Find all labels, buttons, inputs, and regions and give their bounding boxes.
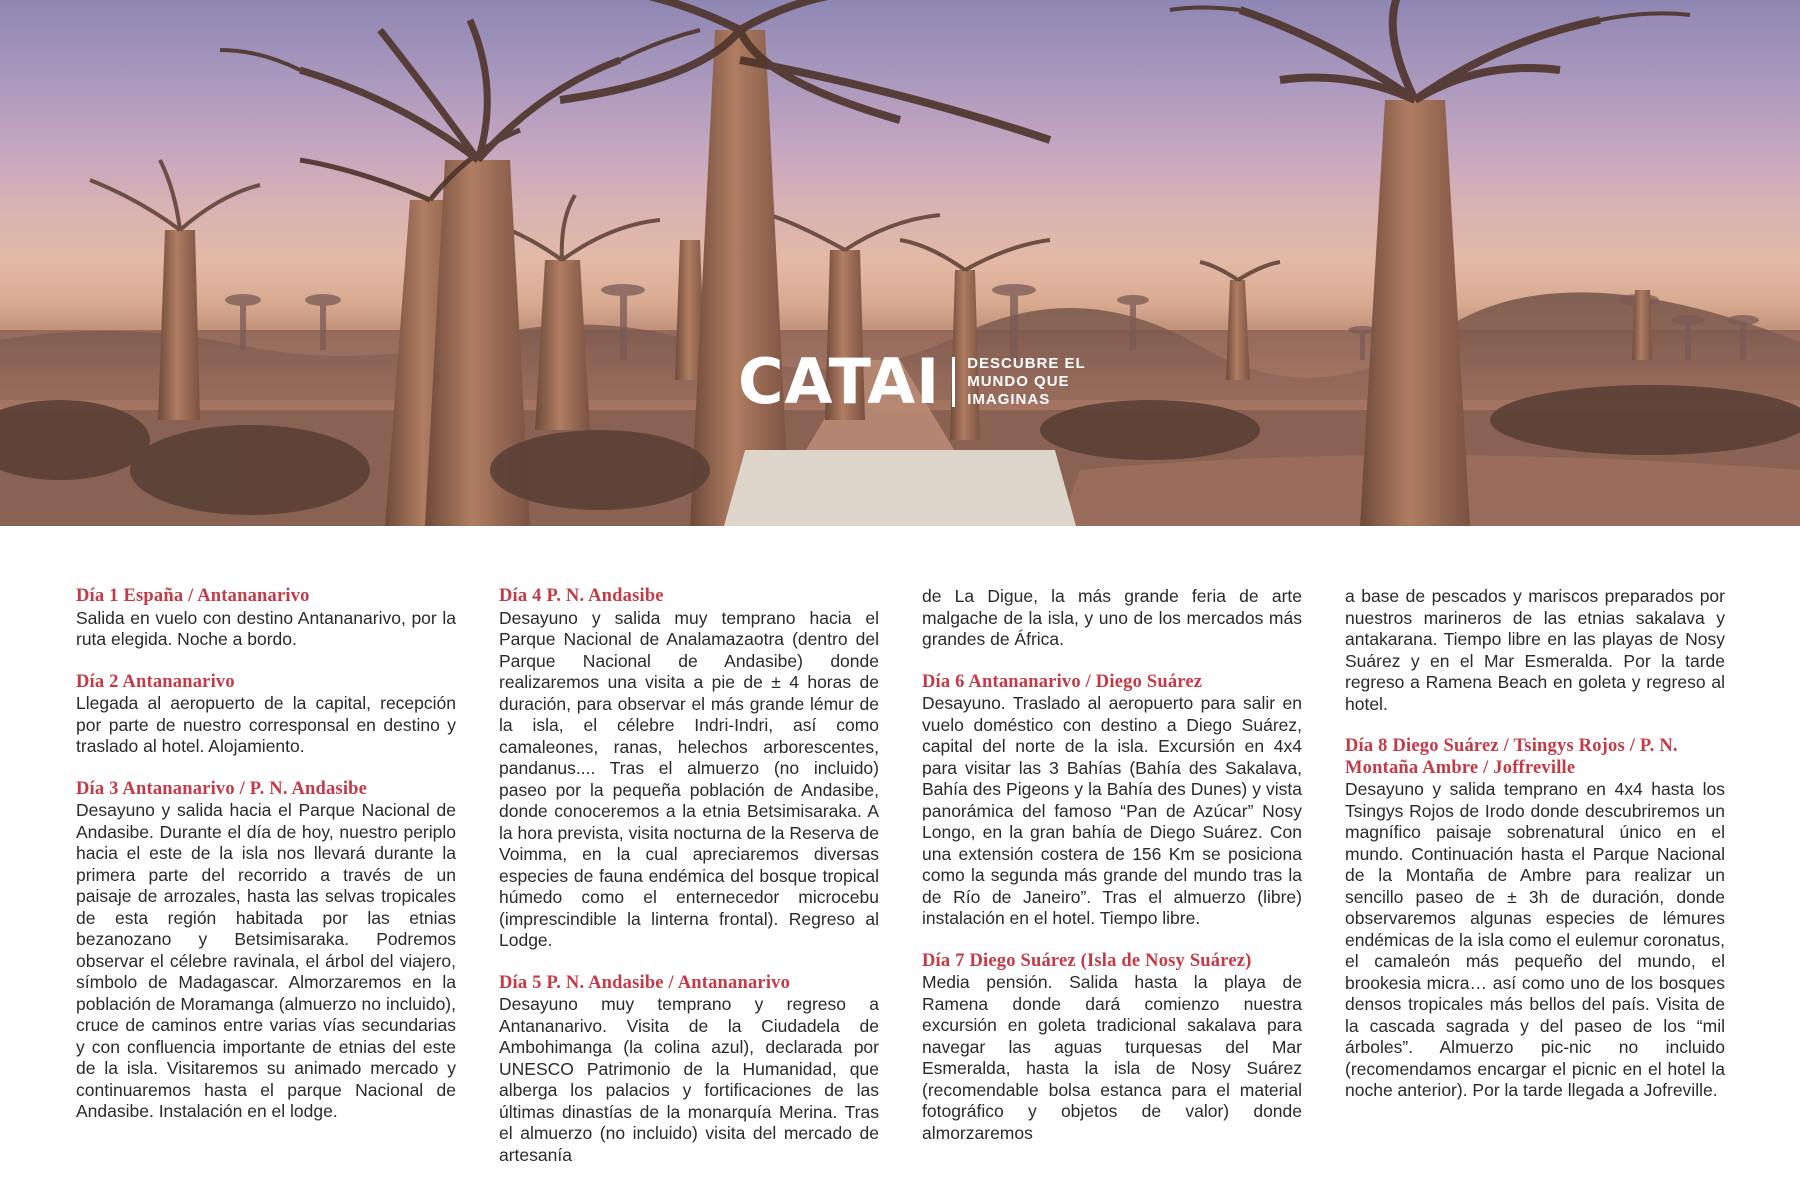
day-8-block [1345, 736, 1725, 1102]
day-3-block [76, 779, 456, 1123]
day-3-title: Día 3 Antananarivo / P. N. Andasibe [76, 778, 368, 799]
day-8-text: Desayuno y salida temprano en 4x4 hasta los Tsingys Rojos de Irodo donde descubriremos un magnífico paisaje sobrenatural único en el mundo. Continuación hasta el Parque Nacional de la Montaña de Ambre para realizar un sencillo paseo de ± 3h de duración, donde observaremos algunas especies de lémures endémicas de la isla como el eulemur coronatus, el camaleón más pequeño del mundo, el brookesia micra… así como uno de los bosques densos tropicales más bellos del país. Visita de la cascada sagrada y del paseo de los “mil árboles”. Almuerzo pic-nic no incluido (recomendamos encargar el picnic en el hotel la noche anterior). Por la tarde llegada a Jofreville. [1345, 779, 1725, 1100]
day-5-continued [922, 586, 1302, 651]
day-5-text: Desayuno muy temprano y regreso a Antananarivo. Visita de la Ciudadela de Ambohimanga (la colina azul), declarada por UNESCO Patrimonio de la Humanidad, que alberga los palacios y fortificaciones de las últimas dinastías de la monarquía Merina. Tras el almuerzo (no incluido) visita del mercado de artesanía [499, 994, 879, 1165]
logo-wordmark: CATAI [738, 345, 941, 418]
day-2-text: Llegada al aeropuerto de la capital, recepción por parte de nuestro corresponsal en destino y traslado al hotel. Alojamiento. [76, 693, 456, 756]
logo-tagline [967, 355, 1086, 409]
hero-banner [0, 0, 1800, 526]
column-4 [1345, 586, 1725, 1123]
catai-logo [738, 345, 1086, 418]
day-7-continued [1345, 586, 1725, 715]
column-3 [922, 586, 1302, 1165]
tagline-line-2: MUNDO QUE [967, 373, 1070, 390]
day-2-block [76, 672, 456, 758]
day-7-continued-text: a base de pescados y mariscos preparados por nuestros marineros de las etnias sakalava y antakarana. Tiempo libre en las playas de Nosy Suárez y en el Mar Esmeralda. Por la tarde regreso a Ramena Beach en goleta y regreso al hotel. [1345, 586, 1725, 714]
day-5-title: Día 5 P. N. Andasibe / Antananarivo [499, 972, 791, 993]
day-3-text: Desayuno y salida hacia el Parque Nacional de Andasibe. Durante el día de hoy, nuestro periplo hacia el este de la isla nos llevará durante la primera parte del recorrido a través de un paisaje de arrozales, hasta las selvas tropicales de esta región habitada por las etnias bezanozano y Betsimisaraka. Podremos observar el célebre ravinala, el árbol del viajero, símbolo de Madagascar. Almorzaremos en la población de Moramanga (almuerzo no incluido), cruce de caminos entre varias vías secundarias y con confluencia importante de etnias del este de la isla. Visitaremos su animado mercado y continuaremos hasta el parque Nacional de Andasibe. Instalación en el lodge. [76, 800, 456, 1121]
day-5-block [499, 973, 879, 1167]
day-4-title: Día 4 P. N. Andasibe [499, 586, 664, 606]
day-1-block [76, 586, 456, 651]
day-1-text: Salida en vuelo con destino Antananarivo, por la ruta elegida. Noche a bordo. [76, 607, 456, 649]
day-1-title: Día 1 España / Antananarivo [76, 586, 310, 606]
day-6-text: Desayuno. Traslado al aeropuerto para salir en vuelo doméstico con destino a Diego Suárez, capital del norte de la isla. Excursión en 4x4 para visitar las 3 Bahías (Bahía des Sakalava, Bahía des Pigeons y la Bahía des Dunes) y vista panorámica del famoso “Pan de Azúcar” Nosy Longo, en la gran bahía de Diego Suárez. Con una extensión costera de 156 Km se posiciona como la segunda más grande del mundo tras la de Río de Janeiro”. Tras el almuerzo (libre) instalación en el hotel. Tiempo libre. [922, 693, 1302, 928]
column-1 [76, 586, 456, 1144]
logo-divider [952, 357, 955, 407]
baobab-landscape-image [0, 0, 1800, 526]
tagline-line-1: DESCUBRE EL [967, 355, 1086, 372]
day-7-block [922, 951, 1302, 1145]
day-8-title: Día 8 Diego Suárez / Tsingys Rojos / P. N. Montaña Ambre / Joffreville [1345, 736, 1678, 778]
hero-tab-shape [724, 450, 1076, 526]
day-5-continued-text: de La Digue, la más grande feria de arte malgache de la isla, y uno de los mercados más grandes de África. [922, 586, 1302, 649]
day-7-title: Día 7 Diego Suárez (Isla de Nosy Suárez) [922, 950, 1252, 971]
day-2-title: Día 2 Antananarivo [76, 671, 235, 692]
day-7-text: Media pensión. Salida hasta la playa de Ramena donde dará comienzo nuestra excursión en goleta tradicional sakalava para navegar las aguas turquesas del Mar Esmeralda, hasta la isla de Nosy Suárez (recomendable bolsa estanca para el material fotográfico y objetos de valor) donde almorzaremos [922, 972, 1302, 1143]
tagline-line-3: IMAGINAS [967, 391, 1051, 408]
day-6-title: Día 6 Antananarivo / Diego Suárez [922, 671, 1203, 692]
column-2 [499, 586, 879, 1187]
day-4-text: Desayuno y salida muy temprano hacia el Parque Nacional de Analamazaotra (dentro del Parque Nacional de Andasibe) donde realizaremos una visita a pie de ± 4 horas de duración, para observar el más grande lémur de la isla, el célebre Indri-Indri, así como camaleones, ranas, helechos arborescentes, pandanus.... Tras el almuerzo (no incluido) paseo por la pequeña población de Andasibe, donde conoceremos a la etnia Betsimisaraka. A la hora prevista, visita nocturna de la Reserva de Voimma, en la cual apreciaremos diversas especies de fauna endémica del bosque tropical húmedo como el enternecedor microcebu (imprescindible la linterna frontal). Regreso al Lodge. [499, 607, 879, 950]
itinerary-columns [76, 586, 1726, 1165]
day-6-block [922, 672, 1302, 930]
day-4-block [499, 586, 879, 952]
